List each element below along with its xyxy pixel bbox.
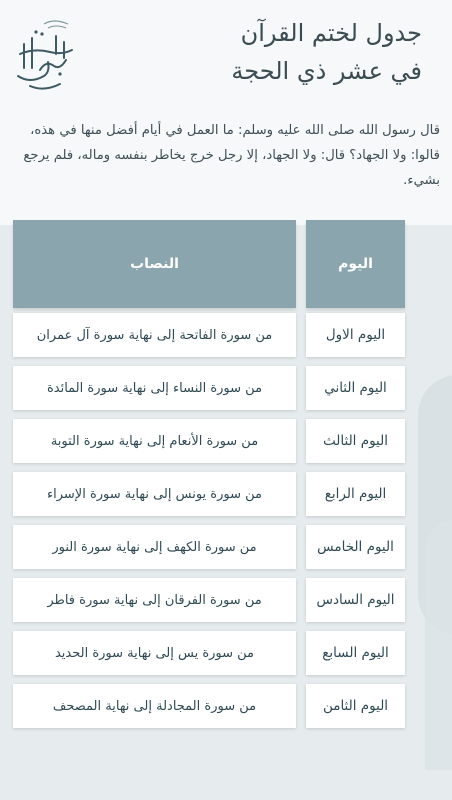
portion-cell: من سورة الكهف إلى نهاية سورة النور [13,525,296,569]
table-row [0,472,452,516]
portion-cell: من سورة الفاتحة إلى نهاية سورة آل عمران [13,313,296,357]
day-cell: اليوم السابع [306,631,405,675]
day-cell: اليوم الثاني [306,366,405,410]
day-cell: اليوم السادس [306,578,405,622]
header-day: اليوم [306,220,405,308]
day-cell: اليوم الرابع [306,472,405,516]
portion-cell: من سورة الفرقان إلى نهاية سورة فاطر [13,578,296,622]
title-line-2: في عشر ذي الحجة [231,57,422,85]
portion-cell: من سورة يونس إلى نهاية سورة الإسراء [13,472,296,516]
portion-cell: من سورة الأنعام إلى نهاية سورة التوبة [13,419,296,463]
day-cell: اليوم الاول [306,313,405,357]
hadith-text: قال رسول الله صلى الله عليه وسلم: ما العمل في أيام أفضل منها في هذه، قالوا: ولا الجهاد؟ قال: ولا الجهاد، إلا رجل خرج يخاطر بنفسه وماله، فلم يرجع بشيء. [23,123,440,188]
table-row [0,366,452,410]
day-cell: اليوم الثامن [306,684,405,728]
title-line-1: جدول لختم القرآن [240,19,422,47]
table-row [0,419,452,463]
day-cell: اليوم الثالث [306,419,405,463]
portion-cell: من سورة يس إلى نهاية سورة الحديد [13,631,296,675]
calligraphy-logo-image [10,14,80,94]
page-title [102,14,422,90]
table-row [0,525,452,569]
day-cell: اليوم الخامس [306,525,405,569]
table-row [0,313,452,357]
header-portion: النصاب [13,220,296,308]
portion-cell: من سورة النساء إلى نهاية سورة المائدة [13,366,296,410]
table-row [0,631,452,675]
table-row [0,684,452,728]
portion-cell: من سورة المجادلة إلى نهاية المصحف [13,684,296,728]
calligraphy-logo [10,14,80,94]
table-row [0,578,452,622]
